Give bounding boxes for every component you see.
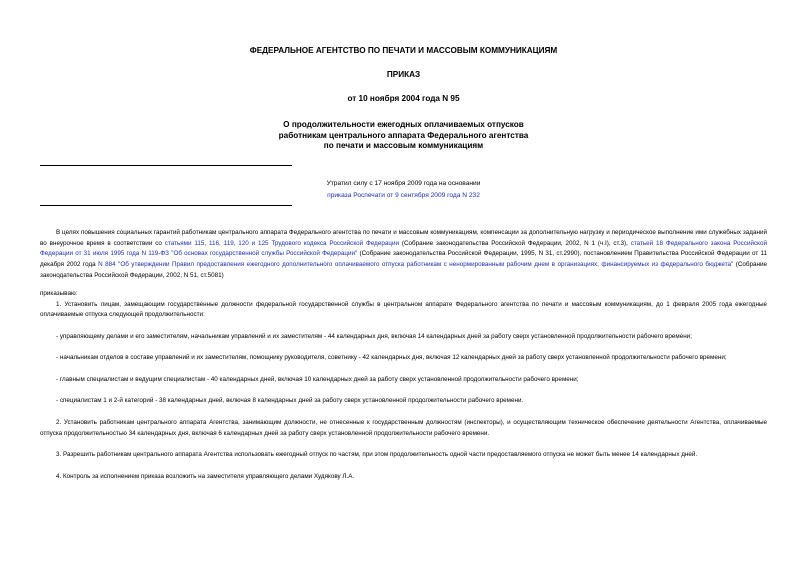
government-decree-link[interactable]: N 884 "Об утверждении Правил предоставления ежегодного дополнительного оплачиваемого отпуска работникам с ненормированным рабочим днем в организациях, финансируемых из федерального бюджета" [98,261,734,269]
order-subitem: - управляющему делами и его заместителям, начальникам управлений и их заместителям - 44 календарных дня, включая 14 календарных дней за работу сверх установленной продолжительности рабочего времени; [56,332,692,340]
divider-top [40,165,292,166]
order-item-1: 1. Установить лицам, замещающим государственные должности федеральной государственной службы в центральном аппарате Федерального агентства по печати и массовым коммуникациям, до 1 февраля 2005 года ежегодные оплачиваемые отпуска следующей продолжительности: [40,300,767,319]
preamble-text: (Собрание законодательства Российской Федерации, 1995, N 31, ст.2990), постановлением Правительства Российской Федерации от 11 декабря 2002 года [40,250,767,269]
order-item-2: 2. Установить работникам центрального аппарата Агентства, занимающим должности, не отнесенные к государственным должностям (инспекторы), и осуществляющим техническое обеспечение деятельности Агентства, оплачиваемые отпуска продолжительностью 34 календарных дня, включая 6 календарных дней за работу сверх установленной продолжительности рабочего времени. [40,418,767,437]
document-date-number: от 10 ноября 2004 года N 95 [347,94,460,103]
order-subitem: - главным специалистам и ведущим специалистам - 40 календарных дней, включая 10 календарных дней за работу сверх установленной продолжительности рабочего времени; [56,375,579,383]
title-line: О продолжительности ежегодных оплачиваемых отпусков [283,120,524,129]
preamble-paragraph [40,228,767,282]
order-word: приказываю: [40,290,78,297]
federal-law-link[interactable]: статьей 18 Федерального закона Российской Федерации от 31 июля 1995 года N 119-ФЗ "Об основах государственной службы Российской Федерации" [40,239,767,258]
agency-heading: ФЕДЕРАЛЬНОЕ АГЕНТСТВО ПО ПЕЧАТИ И МАССОВЫМ КОММУНИКАЦИЯМ [249,46,558,55]
labor-code-link[interactable]: статьями 115, 116, 119, 120 и 125 Трудового кодекса Российской Федерации [164,239,399,247]
title-line: по печати и массовым коммуникациям [323,141,484,150]
preamble-text: (Собрание законодательства Российской Федерации, 2002, N 51, ст.5081) [40,261,767,279]
divider-bottom [40,205,292,206]
order-item-4: 4. Контроль за исполнением приказа возложить на заместителя управляющего делами Худякову Л.А. [56,472,355,480]
preamble-text: (Собрание законодательства Российской Федерации, 2002, N 1 (ч.I), ст.3), [399,239,631,247]
order-body [40,289,767,493]
preamble-text: В целях повышения социальных гарантий работникам центрального аппарата Федерального агентства по печати и массовым коммуникациям, компенсации за дополнительную нагрузку и периодическое выполнение ими служебных заданий во внеурочное время в соответствии со [40,229,767,247]
title-line: работникам центрального аппарата Федерального агентства [278,130,529,140]
preamble [40,228,767,282]
order-item-3: 3. Разрешить работникам центрального аппарата Агентства использовать ежегодный отпуск по частям, при этом продолжительность одной части предоставляемого отпуска не может быть менее 14 календарных дней. [56,451,698,459]
status-text: Утратил силу с 17 ноября 2009 года на основании [326,180,481,187]
order-subitem: - специалистам 1 и 2-й категорий - 38 календарных дней, включая 8 календарных дней за работу сверх установленной продолжительности рабочего времени. [56,397,524,405]
document-type: ПРИКАЗ [386,70,421,79]
document-title [40,120,767,152]
order-subitem: - начальникам отделов в составе управлений и их заместителям, помощнику руководителя, советнику - 42 календарных дня, включая 12 календарных дней за работу сверх установленной продолжительности рабочего времени; [56,354,727,362]
document-page [40,38,767,152]
status-link[interactable]: приказа Роспечати от 9 сентября 2009 года N 232 [327,191,480,199]
status-note [40,178,767,201]
